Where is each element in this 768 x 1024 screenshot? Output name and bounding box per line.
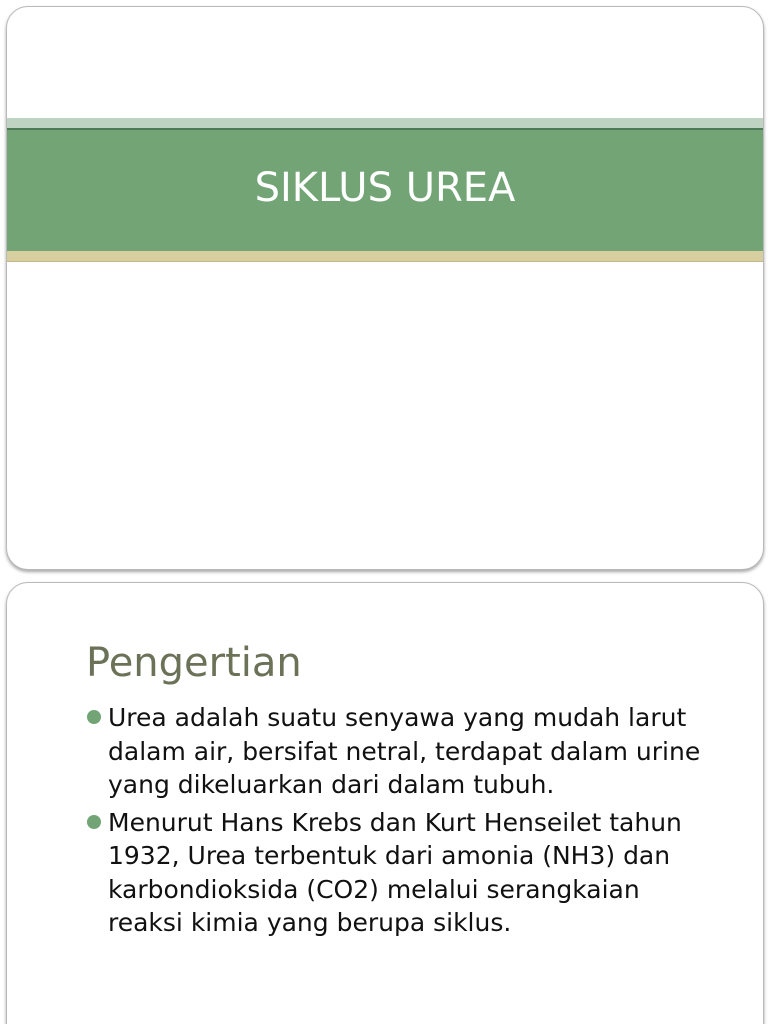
content-slide bbox=[6, 582, 764, 1024]
bullet-icon bbox=[87, 710, 101, 724]
title-slide bbox=[6, 6, 764, 570]
bullet-icon bbox=[87, 815, 101, 829]
title-band bbox=[7, 130, 763, 251]
bullet-text: Menurut Hans Krebs dan Kurt Henseilet tahun 1932, Urea terbentuk dari amonia (NH3) dan karbondioksida (CO2) melalui serangkaian reaksi kimia yang berupa siklus. bbox=[108, 807, 682, 937]
bullet-item bbox=[86, 806, 706, 940]
bullet-item bbox=[86, 701, 706, 802]
slide-heading: Pengertian bbox=[86, 640, 302, 686]
title-band-top-stripe bbox=[7, 118, 763, 128]
slide-title: SIKLUS UREA bbox=[254, 164, 516, 211]
bullet-list bbox=[86, 701, 706, 944]
title-band-bottom-line bbox=[7, 261, 763, 262]
title-band-bottom-stripe bbox=[7, 251, 763, 261]
bullet-text: Urea adalah suatu senyawa yang mudah larut dalam air, bersifat netral, terdapat dalam urine yang dikeluarkan dari dalam tubuh. bbox=[108, 703, 701, 799]
